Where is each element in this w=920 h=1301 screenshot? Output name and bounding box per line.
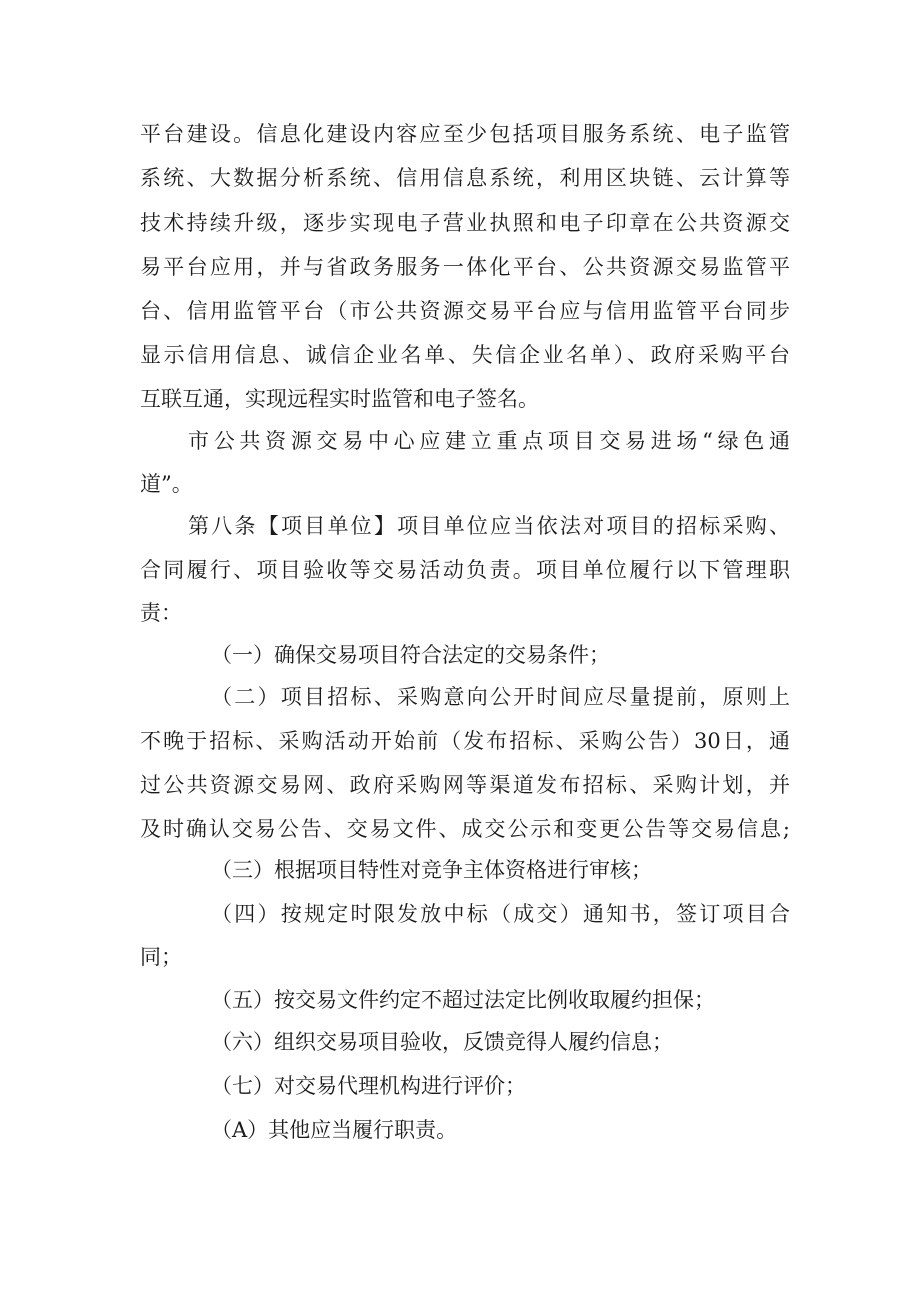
- article-heading-line: 第八条【项目单位】项目单位应当依法对项目的招标采购、: [188, 514, 790, 538]
- text-line: 不晚于招标、采购活动开始前（发布招标、采购公告）30日，通: [140, 729, 790, 753]
- text-line: 市公共资源交易中心应建立重点项目交易进场“绿色通: [188, 429, 790, 453]
- text-line: 互联互通，实现远程实时监管和电子签名。: [140, 387, 539, 411]
- list-item: （七）对交易代理机构进行评价；: [211, 1074, 526, 1098]
- text-line: 及时确认交易公告、交易文件、成交公示和变更公告等交易信息;: [140, 817, 790, 841]
- text-line: 台、信用监管平台（市公共资源交易平台应与信用监管平台同步: [140, 299, 790, 323]
- text-line: 技术持续升级，逐步实现电子营业执照和电子印章在公共资源交: [140, 211, 790, 235]
- list-item: （五）按交易文件约定不超过法定比例收取履约担保；: [211, 988, 715, 1012]
- text-line: 道”。: [140, 472, 193, 496]
- text-line: 责：: [140, 601, 182, 625]
- text-line: 易平台应用，并与省政务服务一体化平台、公共资源交易监管平: [140, 255, 790, 279]
- list-item: （A）其他应当履行职责。: [211, 1118, 458, 1142]
- text-line: 同；: [140, 945, 182, 969]
- text-line: 系统、大数据分析系统、信用信息系统，利用区块链、云计算等: [140, 166, 790, 190]
- text-line: 合同履行、项目验收等交易活动负责。项目单位履行以下管理职: [140, 558, 790, 582]
- list-item: （六）组织交易项目验收，反馈竞得人履约信息；: [211, 1030, 673, 1054]
- text-line: 过公共资源交易网、政府采购网等渠道发布招标、采购计划，并: [140, 773, 790, 797]
- text-line: 显示信用信息、诚信企业名单、失信企业名单）、政府采购平台: [140, 343, 790, 367]
- list-item: （一）确保交易项目符合法定的交易条件；: [211, 643, 610, 667]
- list-item: （四）按规定时限发放中标（成交）通知书，签订项目合: [211, 902, 790, 926]
- text-line: 平台建设。信息化建设内容应至少包括项目服务系统、电子监管: [140, 122, 790, 146]
- list-item: （二）项目招标、采购意向公开时间应尽量提前，原则上: [211, 685, 790, 709]
- list-item: （三）根据项目特性对竞争主体资格进行审核；: [211, 858, 652, 882]
